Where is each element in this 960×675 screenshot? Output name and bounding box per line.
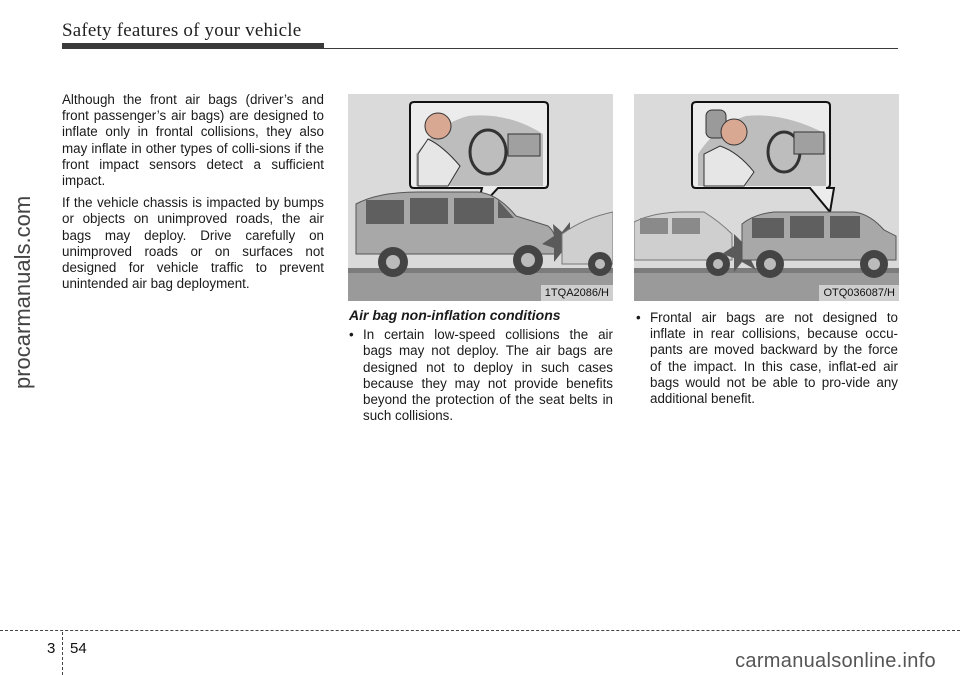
intro-text-column — [62, 92, 324, 298]
side-watermark: procarmanuals.com — [10, 195, 35, 389]
front-collision-figure — [348, 94, 613, 301]
non-inflation-column — [349, 307, 613, 424]
page-number: 54 — [70, 640, 87, 657]
footer-watermark: carmanualsonline.info — [735, 650, 936, 672]
list-item-text: In certain low-speed collisions the air bags may not deploy. The air bags are designed not to deploy in such cases because they may not provide benefits beyond the protection of the seat belts in such collisions. — [363, 327, 613, 424]
figure-code: OTQ036087/H — [819, 285, 899, 301]
list-item — [349, 327, 613, 424]
intro-paragraph-1: Although the front air bags (driver’s and front passenger’s air bags) are designed to inflate only in frontal collisions, they also may inflate in other types of colli-sions if the front impact sensors detect a sufficient impact. — [62, 92, 324, 189]
footer-dashed-divider — [62, 632, 63, 675]
header-rule — [324, 48, 898, 49]
header-accent-bar — [62, 43, 324, 49]
rear-collision-figure — [634, 94, 899, 301]
list-item — [636, 310, 898, 407]
rear-collision-column — [636, 310, 898, 407]
front-collision-illustration-icon — [348, 94, 613, 301]
section-title: Air bag non-inflation conditions — [349, 307, 561, 323]
chapter-number: 3 — [47, 640, 56, 657]
intro-paragraph-2: If the vehicle chassis is impacted by bumps or objects on unimproved roads, the air bags may deploy. Drive carefully on unimproved roads or on surfaces not designed for vehicle traffic to prevent unintended air bag deployment. — [62, 195, 324, 292]
figure-code: 1TQA2086/H — [541, 285, 613, 301]
list-item-text: Frontal air bags are not designed to inflate in rear collisions, because occu-pants are moved backward by the force of the impact. In this case, inflat-ed air bags would not be able to pro-vide any additional benefit. — [650, 310, 898, 407]
footer-dashed-rule — [0, 630, 960, 631]
rear-collision-illustration-icon — [634, 94, 899, 301]
bullet-icon: • — [349, 327, 354, 343]
bullet-icon: • — [636, 310, 641, 325]
page-header-title: Safety features of your vehicle — [62, 20, 302, 41]
